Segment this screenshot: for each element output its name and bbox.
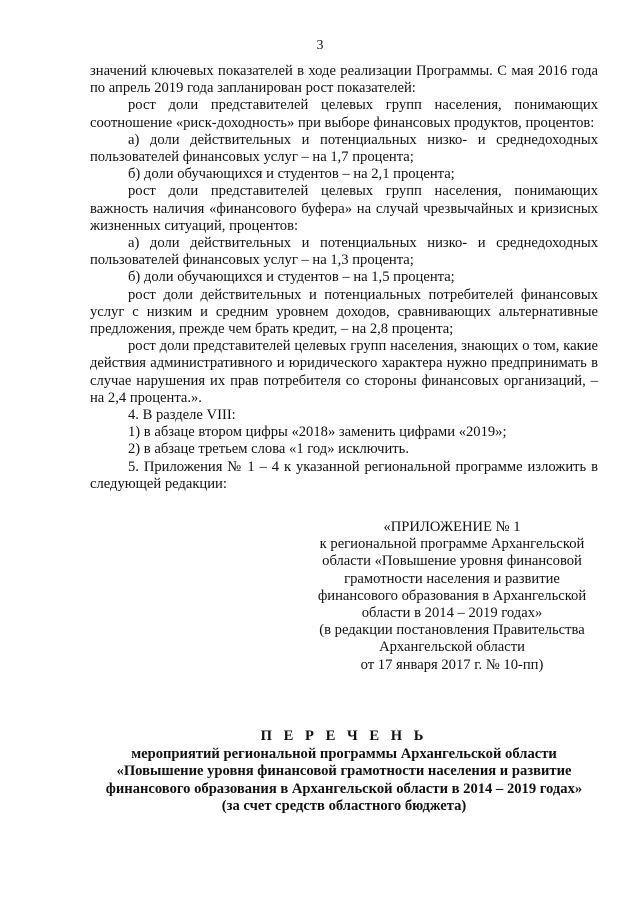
paragraph-11: 1) в абзаце втором цифры «2018» заменить цифрами «2019»;	[128, 424, 507, 441]
paragraph-10: 4. В разделе VIII:	[128, 407, 236, 424]
paragraph-13: 5. Приложения № 1 – 4 к указанной региональной программе изложить в следующей редакции:	[90, 458, 598, 492]
page-number: 3	[316, 38, 324, 53]
appendix-line: Архангельской области	[379, 639, 525, 656]
list-title-line: финансового образования в Архангельской области в 2014 – 2019 годах»	[105, 780, 583, 797]
appendix-line: «ПРИЛОЖЕНИЕ № 1	[383, 519, 521, 535]
paragraph-8: рост доли действительных и потенциальных потребителей финансовых услуг с низким и средним уровнем доходов, сравнивающих альтернативные предложения, прежде чем брать кредит, – на 2,8 процента;	[90, 286, 598, 338]
paragraph-12: 2) в абзаце третьем слова «1 год» исключить.	[128, 441, 409, 458]
appendix-line: области в 2014 – 2019 годах»	[361, 605, 543, 622]
appendix-heading-block	[306, 519, 598, 674]
paragraph-2: рост доли представителей целевых групп населения, понимающих соотношение «риск-доходность» при выборе финансовых продуктов, процентов:	[90, 97, 598, 131]
paragraph-5: рост доли представителей целевых групп населения, понимающих важность наличия «финансового буфера» на случай чрезвычайных и кризисных жизненных ситуаций, процентов:	[90, 183, 598, 234]
list-title-block	[90, 728, 598, 815]
appendix-line: от 17 января 2017 г. № 10-пп)	[360, 656, 544, 673]
appendix-line: грамотности населения и развитие	[344, 570, 560, 587]
paragraph-1: значений ключевых показателей в ходе реализации Программы. С мая 2016 года по апрель 2019 года запланирован рост показателей:	[90, 63, 598, 97]
paragraph-9: рост доли представителей целевых групп населения, знающих о том, какие действия административного и юридического характера нужно предпринимать в случае нарушения их прав потребителя со стороны финансовых организаций, – на 2,4 процента.».	[90, 338, 598, 406]
paragraph-4: б) доли обучающихся и студентов – на 2,1 процента;	[128, 166, 455, 183]
appendix-line: финансового образования в Архангельской	[317, 587, 587, 604]
list-title-line: мероприятий региональной программы Архангельской области	[131, 746, 557, 763]
appendix-line: области «Повышение уровня финансовой	[322, 553, 582, 570]
paragraph-6: а) доли действительных и потенциальных низко- и среднедоходных пользователей финансовых услуг – на 1,3 процента;	[90, 235, 598, 269]
list-title-line: (за счет средств областного бюджета)	[221, 797, 467, 814]
paragraph-3: а) доли действительных и потенциальных низко- и среднедоходных пользователей финансовых услуг – на 1,7 процента;	[90, 131, 598, 166]
appendix-line: к региональной программе Архангельской	[319, 536, 585, 553]
paragraph-7: б) доли обучающихся и студентов – на 1,5 процента;	[128, 269, 455, 286]
list-title-line: «Повышение уровня финансовой грамотности населения и развитие	[116, 763, 572, 780]
appendix-line: (в редакции постановления Правительства	[319, 622, 585, 639]
list-heading: П Е Р Е Ч Е Н Ь	[260, 728, 428, 744]
body-text	[90, 63, 598, 493]
